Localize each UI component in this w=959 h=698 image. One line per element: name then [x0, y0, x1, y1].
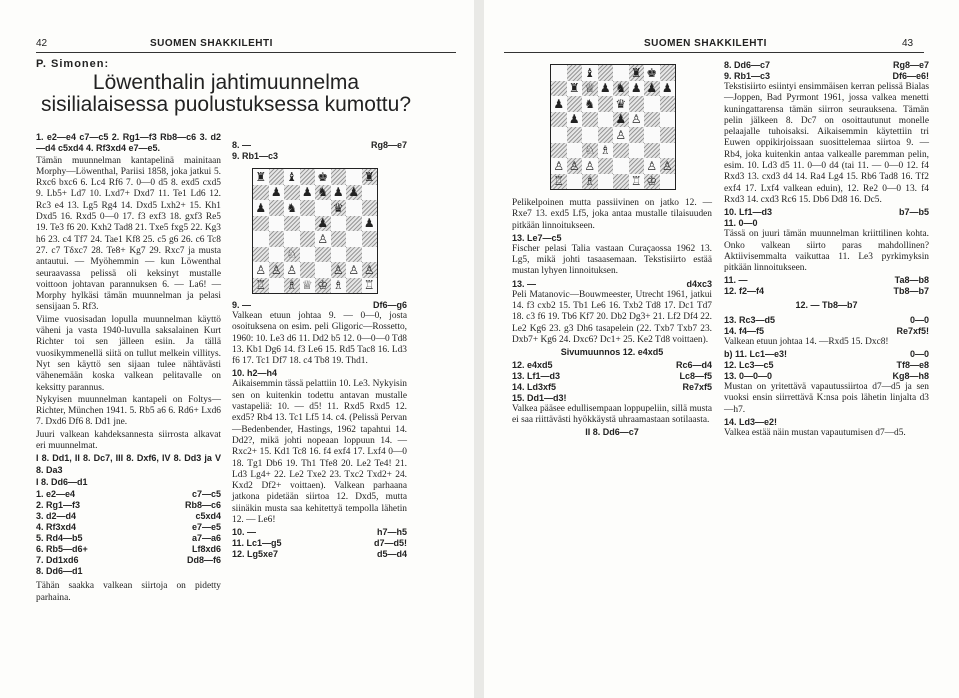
- board-square: ♙: [660, 158, 676, 174]
- board-square: ♞: [315, 185, 331, 201]
- move-row: 13. Rc3—d5 0—0: [724, 314, 929, 325]
- move-row: 10. h2—h4: [232, 368, 278, 379]
- board-square: [300, 169, 316, 185]
- board-square: [284, 231, 300, 247]
- paragraph: Tekstisiirto esiintyi ensimmäisen kerran pelissä Bialas—Joppen, Bad Pyrmont 1961, jossa valkea menetti kuningattarensa tämän siirron seurauksena. Tämän pelin jälkeen 8. Dc7 on osoittautunut monelle pelaajalle tuhoisaksi. Aikaisemmin käytettiin tri Euwen oppikirjoissaan suosittelemaa siirtoa 9. — Rb4, joka kuitenkin antaa valkealle paremman pelin, esim. 10. Ld3 d5 11. 0—0 d4 (tai 11. — 0—0 12. f4 Rxd3 13. cxd3 d4 14. Ra4 Lg4 15. Rb6 Tad8 16. Tf2 exf4 17. Lxf4 valkean eduin), 12. Re2 0—0 13. f4 Rxd3 14. cxd3 Rc6 15. Db6 Dd8 16. Dc5.: [724, 82, 929, 205]
- board-square: [346, 278, 362, 294]
- left-page: [0, 0, 474, 698]
- board-square: [284, 216, 300, 232]
- paragraph: Tähän saakka valkean siirtoja on pidetty parhaina.: [36, 581, 221, 603]
- board-square: [598, 112, 614, 128]
- chess-diagram-top: [252, 168, 378, 294]
- move-row: 11. Lc1—g5 d7—d5!: [232, 538, 407, 549]
- board-square: [346, 231, 362, 247]
- move-row: 12. Lc3—c5 Tf8—e8: [724, 360, 929, 371]
- move-row: 5. Rd4—b5 a7—a6: [36, 533, 221, 544]
- board-square: [362, 200, 378, 216]
- board-square: ♟: [300, 185, 316, 201]
- left-column-2: [232, 140, 407, 560]
- board-square: ♙: [582, 158, 598, 174]
- board-square: ♟: [315, 216, 331, 232]
- board-square: [598, 158, 614, 174]
- move-row: 11. 0—0: [724, 218, 758, 229]
- move-row: 13. Le7—c5: [512, 232, 562, 243]
- move-row: 9. — Df6—g6: [232, 300, 407, 310]
- board-square: [300, 200, 316, 216]
- board-square: ♝: [284, 169, 300, 185]
- board-square: [551, 65, 567, 81]
- board-square: [567, 143, 583, 159]
- board-square: [660, 143, 676, 159]
- board-square: ♙: [315, 231, 331, 247]
- board-square: ♚: [644, 65, 660, 81]
- move-row: 3. d2—d4 c5xd4: [36, 511, 221, 522]
- board-square: [346, 247, 362, 263]
- move-row: 9. Rb1—c3: [232, 151, 279, 161]
- board-square: ♖: [629, 174, 645, 190]
- move-row: 1. e2—e4 c7—c5: [36, 489, 221, 500]
- board-square: [315, 247, 331, 263]
- section-heading: II 8. Dd6—c7: [585, 427, 639, 438]
- board-square: [269, 216, 285, 232]
- paragraph: Nykyisen muunnelman kantapeli on Foltys—Richter, München 1941. 5. Rb5 a6 6. Rd6+ Lxd6 7. Dxd6 Df6 8. Dd1 jne.: [36, 394, 221, 428]
- move-row: 7. Dd1xd6 Dd8—f6: [36, 555, 221, 566]
- move-row: 8. — Rg8—e7: [232, 140, 407, 150]
- move-row: 6. Rb5—d6+ Lf8xd6: [36, 544, 221, 555]
- board-square: ♖: [362, 278, 378, 294]
- board-square: [551, 127, 567, 143]
- board-square: ♕: [582, 81, 598, 97]
- move-row: 12. f2—f4 Tb8—b7: [724, 286, 929, 297]
- board-square: [300, 216, 316, 232]
- paragraph: Valkean etuun johtaa 14. —Rxd5 15. Dxc8!: [724, 336, 889, 347]
- running-head-left: SUOMEN SHAKKILEHTI: [150, 38, 273, 49]
- board-square: [269, 200, 285, 216]
- board-square: ♙: [346, 262, 362, 278]
- intro-moves: 1. e2—e4 c7—c5 2. Rg1—f3 Rb8—c6 3. d2—d4 c5xd4 4. Rf3xd4 e7—e5.: [36, 132, 221, 154]
- board-square: ♟: [346, 185, 362, 201]
- board-square: ♟: [362, 216, 378, 232]
- board-square: [613, 158, 629, 174]
- board-square: ♙: [253, 262, 269, 278]
- board-square: [331, 231, 347, 247]
- board-square: ♛: [331, 200, 347, 216]
- board-square: [315, 262, 331, 278]
- board-square: ♙: [284, 262, 300, 278]
- paragraph: Tämän muunnelman kantapelinä mainitaan Morphy—Löwenthal, Pariisi 1858, joka jatkui 5. Rxc6 bxc6 6. Lc4 Rf6 7. 0—0 d5 8. exd5 cxd5 9. Lb5+ Ld7 10. Lxd7+ Dxd7 11. Te1 Ld6 12. Rc3 e4 13. Lg5 Rg4 14. Dxd5 Lxh2+ 15. Kh1 Dxd5 16. Rxd5 0—0 17. f3 exf3 18. gxf3 Re5 19. Te3 f6 20. Kxh2 Tad8 21. Txe5 fxg5 22. Kg3 h6 23. c4 Tf7 24. Tae1 Kf8 25. c5 g6 26. c6 Tc8 27. c7 Tδxc7 28. Te8+ Kg7 29. Rxc7 ja musta antautui. — Myöhemmin — kun Löwenthal seuraavassa pelissä oli keksinyt mustalle voittoon johtavan parannuksen 6. — La6! — Morphy hylkäsi tämän muunnelman ja pelasi sensijaan 5. Rf3.: [36, 155, 221, 313]
- board-square: [660, 127, 676, 143]
- board-square: [269, 247, 285, 263]
- board-square: [551, 143, 567, 159]
- board-square: [269, 278, 285, 294]
- move-row: 14. f4—f5 Re7xf5!: [724, 325, 929, 336]
- move-row: 2. Rg1—f3 Rb8—c6: [36, 500, 221, 511]
- book-gutter: [474, 0, 484, 698]
- board-square: [660, 65, 676, 81]
- board-square: [331, 247, 347, 263]
- page-number-right: 43: [902, 38, 914, 49]
- header-rule-left: [36, 52, 456, 53]
- board-square: ♜: [253, 169, 269, 185]
- move-row: 13. Lf1—d3 Lc8—f5: [512, 370, 712, 381]
- move-row: 9. Rb1—c3 Df6—e6!: [724, 71, 929, 81]
- move-row: 8. Dd6—c7 Rg8—e7: [724, 60, 929, 70]
- board-square: [660, 174, 676, 190]
- board-square: ♞: [284, 200, 300, 216]
- board-square: ♙: [331, 262, 347, 278]
- board-square: [362, 231, 378, 247]
- board-square: [613, 174, 629, 190]
- board-square: ♜: [567, 81, 583, 97]
- board-square: [253, 185, 269, 201]
- board-square: [346, 216, 362, 232]
- move-row: 14. Ld3xf5 Re7xf5: [512, 381, 712, 392]
- board-square: [284, 185, 300, 201]
- move-row: 11. — Ta8—b8: [724, 275, 929, 286]
- move-row: 13. 0—0—0 Kg8—h8: [724, 371, 929, 382]
- section-heading: Sivumuunnos 12. e4xd5: [560, 347, 664, 358]
- right-page: [484, 0, 959, 698]
- board-square: ♞: [582, 96, 598, 112]
- board-square: [582, 127, 598, 143]
- move-row: 12. e4xd5 Rc6—d4: [512, 359, 712, 370]
- board-square: [300, 262, 316, 278]
- paragraph: Valkean etuun johtaa 9. — 0—0, josta osoituksena on esim. peli Gligoric—Rossetto, 1960: 10. Le3 d6 11. Dd2 b5 12. 0—0—0 Td8 13. Kb1 Dg6 14. f3 Le6 15. Rd5 Tac8 16. Ld3 f6 17. Tc1 Df7 18. c4 Tb8 19. Thd1.: [232, 311, 407, 367]
- paragraph: Valkea estää näin mustan vapautumisen d7—d5.: [724, 427, 906, 438]
- board-square: ♟: [567, 112, 583, 128]
- board-square: ♙: [269, 262, 285, 278]
- move-row: 12. Lg5xe7 d5—d4: [232, 549, 407, 560]
- board-square: [644, 112, 660, 128]
- page-number-left: 42: [36, 38, 48, 49]
- board-square: ♙: [629, 112, 645, 128]
- board-square: [629, 96, 645, 112]
- board-square: [629, 127, 645, 143]
- board-square: ♔: [644, 174, 660, 190]
- paragraph: Viime vuosisadan lopulla muunnelman käyttö väheni ja vasta 1940-luvulla saksalainen Kurt Richter toi sen jälleen esiin. Ja tällä vuosikymmenellä siitä on tullut melkein villitys. Nyt sen käyttö sen sijaan tulee nähtävästi vähenemään koska valkean pelitavalle on keksitty parannus.: [36, 314, 221, 393]
- move-row: 10. — h7—h5: [232, 527, 407, 538]
- move-list: [36, 489, 221, 577]
- board-square: ♟: [629, 81, 645, 97]
- board-square: [629, 143, 645, 159]
- board-square: [613, 143, 629, 159]
- header-rule-right: [504, 52, 924, 53]
- board-square: [644, 96, 660, 112]
- board-square: [346, 169, 362, 185]
- board-square: [300, 231, 316, 247]
- board-square: ♟: [269, 185, 285, 201]
- move-row: 10. Lf1—d3 b7—b5: [724, 207, 929, 218]
- board-square: ♙: [551, 158, 567, 174]
- left-column-1: [36, 132, 221, 605]
- board-square: [660, 112, 676, 128]
- board-square: [629, 158, 645, 174]
- board-square: [269, 231, 285, 247]
- board-square: [551, 112, 567, 128]
- board-square: ♗: [284, 278, 300, 294]
- move-row: b) 11. Lc1—e3! 0—0: [724, 349, 929, 360]
- board-square: [331, 216, 347, 232]
- running-head-right: SUOMEN SHAKKILEHTI: [644, 38, 767, 49]
- board-square: ♜: [362, 169, 378, 185]
- variations-list: I 8. Dd1, II 8. Dc7, III 8. Dxf6, IV 8. Dd3 ja V 8. Da3: [36, 453, 221, 475]
- board-square: ♘: [284, 247, 300, 263]
- board-square: [598, 96, 614, 112]
- paragraph: Aikaisemmin tässä pelattiin 10. Le3. Nykyisin sen on kuitenkin todettu antavan mustalle vastapeliä: 10. — d5! 11. Rxd5 Rxd5 12. exd5? Rb4 13. Tc1 Lf5 14. c4. (Pelissä Pervan—Bedenbender, Hastings, 1962 tapahtui 14. Dd2?, mikä johti nopeaan loppuun 14. — Rxc2+ 15. Kd1 Tc8 16. f4 exf4 17. Lxf4 0—0 18. Tg1 Db6 19. Th1 Tfe8 20. Le2 Te4! 21. Ld3 Lg4+ 22. Le2 Txe2 23. Txc2 Txd2+ 24. Kxd2 Df2+ voittaen). Valkean parhaana jatkona pidetään siirtoa 12. Dxd5, mutta siinäkin musta saa kehitettyä tempolla lähetin 12. — Le6!: [232, 379, 407, 526]
- board-square: ♟: [551, 96, 567, 112]
- board-square: [567, 174, 583, 190]
- article-author: P. Simonen:: [36, 58, 110, 70]
- move-row: 13. — d4xc3: [512, 278, 712, 289]
- board-square: [300, 247, 316, 263]
- paragraph: Juuri valkean kahdeksannesta siirrosta alkavat eri muunnelmat.: [36, 429, 221, 452]
- article-title: Löwenthalin jahtimuunnelma sisilialaisessa puolustuksessa kumottu?: [40, 71, 411, 116]
- board-square: [567, 96, 583, 112]
- paragraph: Peli Matanovic—Bouwmeester, Utrecht 1961, jatkui 14. f3 cxb2 15. Tb1 Le6 16. Txb2 Td8 17. Dc1 Td7 18. c3 f6 19. Tb6 Kf7 20. Db2 Dg3+ 21. Lf2 Df4 22. Le2 Kg6 23. g3 Dh6 tasapelein (22. Txb7 Txb7 23. Dxb7+ Kg6 24. Dxc6? Dc1+ 25. Ke2 Td8 voittaen).: [512, 289, 712, 345]
- board-square: ♛: [613, 96, 629, 112]
- board-square: [582, 112, 598, 128]
- board-square: ♟: [331, 185, 347, 201]
- section-heading: I 8. Dd6—d1: [36, 476, 88, 487]
- board-square: [253, 247, 269, 263]
- right-column-1: [512, 60, 712, 439]
- board-square: ♝: [582, 65, 598, 81]
- board-square: [598, 127, 614, 143]
- board-square: ♖: [253, 278, 269, 294]
- board-square: [346, 200, 362, 216]
- paragraph: Pelikelpoinen mutta passiivinen on jatko 12. — Rxe7 13. exd5 Lf5, joka antaa mustalle tilaisuuden pitkään linnoitukseen.: [512, 198, 712, 231]
- board-square: ♔: [315, 278, 331, 294]
- board-square: ♙: [567, 158, 583, 174]
- paragraph: Fischer pelasi Talia vastaan Curaçaossa 1962 13. Lg5, mikä johti tasaasemaan. Tekstisiirto estää mustan lyhyen linnoituksen.: [512, 243, 712, 277]
- board-square: [613, 65, 629, 81]
- board-square: [567, 127, 583, 143]
- board-square: [362, 185, 378, 201]
- board-square: ♗: [598, 143, 614, 159]
- board-square: ♙: [362, 262, 378, 278]
- paragraph: Valkea pääsee edullisempaan loppupeliin, sillä musta ei saa riittävästi hyökkäystä uhraamastaan sotilaasta.: [512, 403, 712, 425]
- board-square: ♘: [582, 143, 598, 159]
- board-square: ♕: [300, 278, 316, 294]
- board-square: [551, 81, 567, 97]
- board-square: [567, 65, 583, 81]
- board-square: [644, 143, 660, 159]
- board-square: ♟: [660, 81, 676, 97]
- move-row: 15. Dd1—d3!: [512, 392, 567, 403]
- board-square: ♜: [629, 65, 645, 81]
- board-square: [644, 127, 660, 143]
- board-square: ♙: [644, 158, 660, 174]
- chess-diagram-bottom: [550, 64, 676, 190]
- board-square: [598, 65, 614, 81]
- move-row: 8. Dd6—d1: [36, 566, 83, 577]
- board-square: [660, 96, 676, 112]
- board-square: ♗: [331, 278, 347, 294]
- board-square: [315, 200, 331, 216]
- board-square: [253, 216, 269, 232]
- move-row: 4. Rf3xd4 e7—e5: [36, 522, 221, 533]
- board-square: ♟: [253, 200, 269, 216]
- board-square: [331, 169, 347, 185]
- board-square: [598, 174, 614, 190]
- board-square: ♚: [315, 169, 331, 185]
- move-row: 14. Ld3—e2!: [724, 416, 778, 427]
- board-square: ♙: [613, 127, 629, 143]
- board-square: [269, 169, 285, 185]
- board-square: ♖: [551, 174, 567, 190]
- board-square: [362, 247, 378, 263]
- board-square: ♗: [582, 174, 598, 190]
- board-square: ♟: [613, 112, 629, 128]
- paragraph: Mustan on yritettävä vapautussiirtoa d7—d5 ja sen vuoksi ensin siirrettävä K:nsa pois lähetin linjalta d3—h7.: [724, 382, 929, 415]
- board-square: ♟: [644, 81, 660, 97]
- diagram-caption: 12. — Tb8—b7: [795, 300, 858, 311]
- board-square: ♞: [613, 81, 629, 97]
- right-column-2: [724, 60, 929, 440]
- paragraph: Tässä on juuri tämän muunnelman kriittilinen kohta. Onko valkean siirto paras mahdollinen? Aktiivisemmalta vaikuttaa 11. Le3 pyrkimyksin pitkään linnoitukseen.: [724, 229, 929, 274]
- board-square: [253, 231, 269, 247]
- board-square: ♟: [598, 81, 614, 97]
